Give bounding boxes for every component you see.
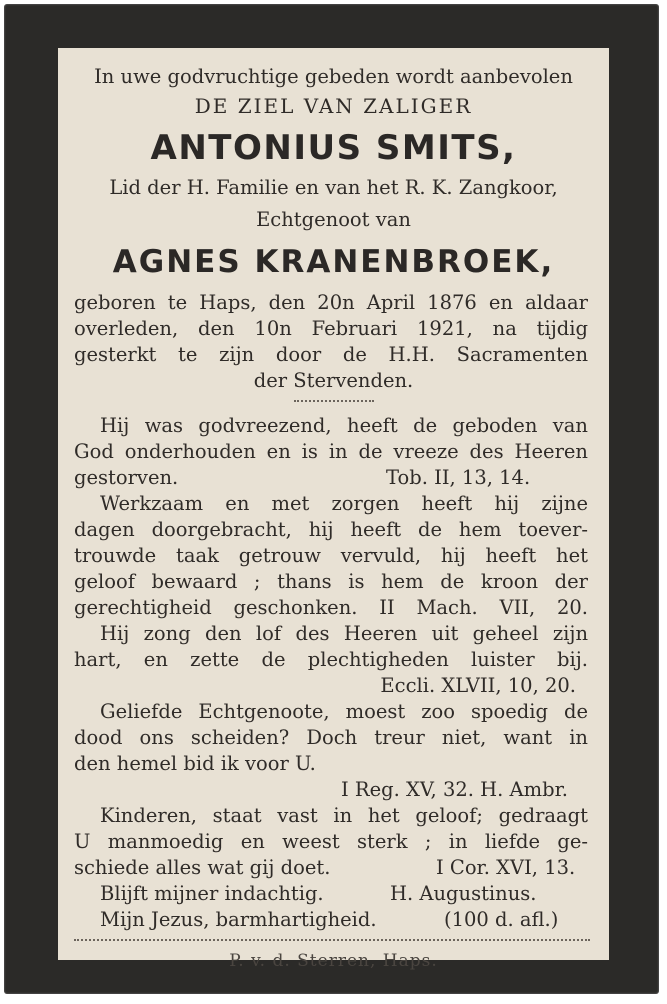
verse-line: dood ons scheiden? Doch treur niet, want in	[74, 726, 588, 749]
verse-line	[74, 855, 588, 881]
soul-line: DE ZIEL VAN ZALIGER	[194, 94, 473, 118]
memorial-card	[4, 4, 659, 994]
prayer-text: Mijn Jezus, barmhartigheid.	[100, 908, 377, 931]
verse-line: U manmoedig en weest sterk ; in liefde ge-	[74, 830, 588, 853]
bio-line: gesterkt te zijn door de H.H. Sacramenten	[74, 343, 588, 366]
deceased-name: ANTONIUS SMITS,	[150, 128, 517, 168]
scripture-reference: Eccli. XLVII, 10, 20.	[380, 674, 576, 697]
bottom-divider	[74, 939, 590, 941]
verse-line: trouwde taak getrouw vervuld, hij heeft het	[74, 544, 588, 567]
bio-line: der Stervenden.	[253, 369, 414, 392]
prayer-line	[100, 907, 588, 933]
bio-line: geboren te Haps, den 20n April 1876 en aldaar	[74, 291, 588, 314]
verse-line: gerechtigheid geschonken. II Mach. VII, 20.	[74, 596, 588, 619]
prayer-source: H. Augustinus.	[390, 882, 537, 905]
membership-line: Lid der H. Familie en van het R. K. Zangkoor,	[109, 176, 558, 199]
spouse-name: AGNES KRANENBROEK,	[112, 244, 555, 280]
printer-name: P. v. d. Sterren, Haps.	[229, 951, 438, 971]
verse-line: Werkzaam en met zorgen heeft hij zijne	[100, 492, 588, 515]
verse-line: God onderhouden en is in de vreeze des Heeren	[74, 440, 588, 463]
verse-text: gestorven.	[74, 466, 179, 489]
verse-line: geloof bewaard ; thans is hem de kroon der	[74, 570, 588, 593]
divider	[294, 400, 374, 402]
scripture-reference: I Cor. XVI, 13.	[436, 856, 576, 879]
prayer-line	[100, 881, 588, 907]
scripture-reference: I Reg. XV, 32. H. Ambr.	[340, 778, 568, 801]
spouse-intro: Echtgenoot van	[256, 208, 411, 231]
scripture-reference: Tob. II, 13, 14.	[386, 466, 531, 489]
prayer-text: Blijft mijner indachtig.	[100, 882, 324, 905]
indulgence-note: (100 d. afl.)	[444, 908, 559, 931]
verse-line	[74, 465, 588, 491]
verse-line: Geliefde Echtgenoote, moest zoo spoedig de	[100, 700, 588, 723]
verse-line: Kinderen, staat vast in het geloof; gedraagt	[100, 804, 588, 827]
intro-line: In uwe godvruchtige gebeden wordt aanbevolen	[94, 65, 573, 88]
card-paper	[58, 48, 609, 971]
bio-line: overleden, den 10n Februari 1921, na tijdig	[74, 317, 588, 340]
verse-text: schiede alles wat gij doet.	[74, 856, 331, 879]
verse-line: hart, en zette de plechtigheden luister bij.	[74, 648, 588, 671]
verse-line: dagen doorgebracht, hij heeft de hem toever-	[74, 518, 588, 541]
verse-line: Hij was godvreezend, heeft de geboden van	[100, 414, 588, 437]
verse-line: den hemel bid ik voor U.	[74, 752, 316, 775]
verse-line: Hij zong den lof des Heeren uit geheel zijn	[100, 622, 588, 645]
